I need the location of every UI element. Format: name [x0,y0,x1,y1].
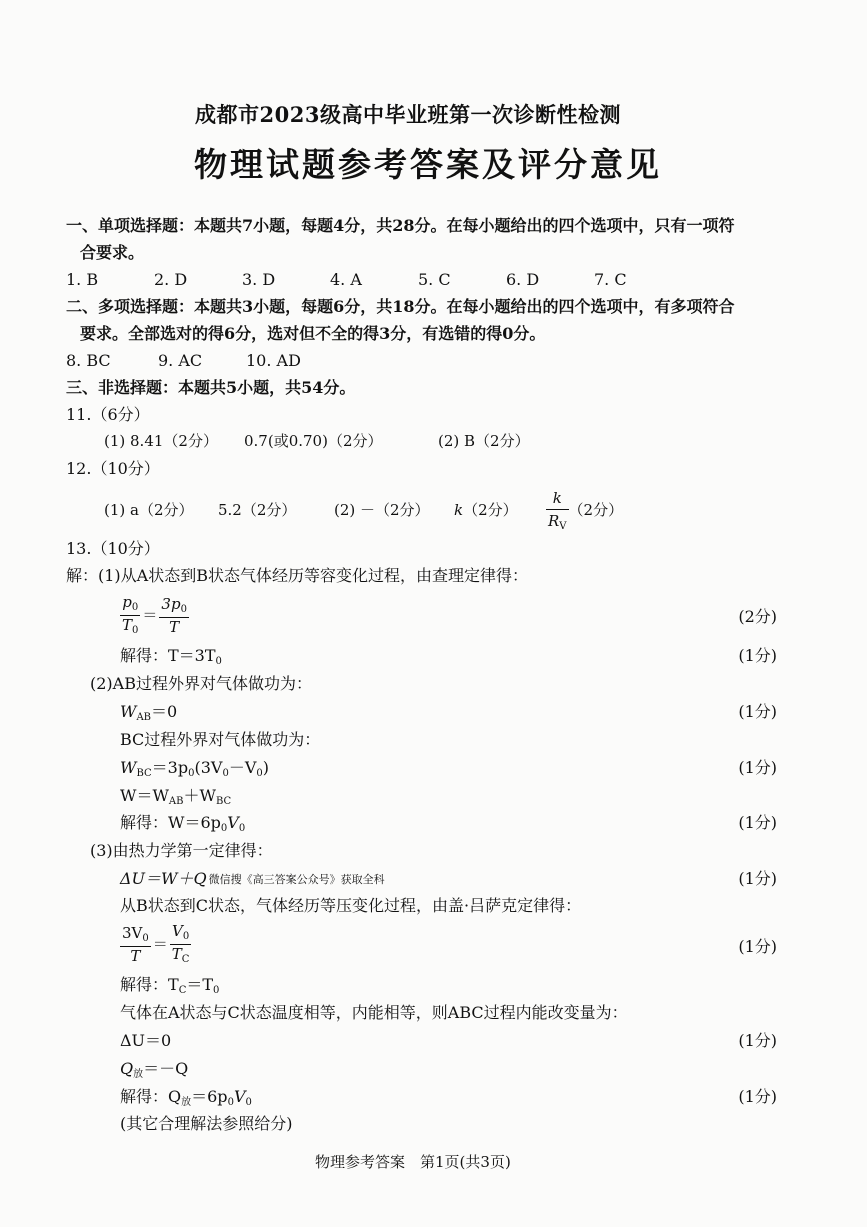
subscript: 0 [256,768,263,779]
symbol: V [233,1087,246,1106]
subscript: 0 [131,602,139,613]
page-footer: 物理参考答案 第1页(共3页) [315,1153,511,1171]
q12-answers [104,489,623,533]
answer-item: 2. D [154,270,188,289]
subscript: 0 [220,823,228,834]
text: ＝T [186,975,214,994]
symbol: 3p [161,594,181,613]
charles-law-equation: $\frac{p_0}{T_0}$ ＝ $\frac{3p_0}{T}$ [122,593,187,636]
score-points: (1分) [738,702,777,721]
subscript: 0 [227,1097,234,1108]
answer-item: 9. AC [158,351,203,370]
solution-line [120,1089,252,1108]
symbol: T [169,617,180,636]
text: 解得：W＝6p [120,813,221,832]
document-title: 物理试题参考答案及评分意见 [194,145,662,184]
q12-part: 5.2（2分） [218,501,297,519]
answer-item: 6. D [506,270,540,289]
subscript: BC [136,768,152,779]
first-law-equation [120,871,385,887]
answer-item: 7. C [594,270,627,289]
subscript: V [559,521,567,532]
document-subtitle: 成都市2023级高中毕业班第一次诊断性检测 [195,102,621,127]
subscript: 0 [182,931,190,942]
q13-label: 13.（10分） [66,539,160,558]
subscript: C [178,985,187,996]
q11-answers [104,434,530,449]
subscript: 0 [142,932,149,944]
symbol: Q [120,1059,134,1078]
subscript: 放 [133,1069,144,1080]
subscript: AB [136,712,152,723]
text: ) [262,758,269,777]
work-ab [120,704,177,723]
q12-part: (1) a（2分） [104,501,194,519]
symbol: V [172,922,183,940]
solution-line [120,648,222,667]
text: ＝6p [191,1087,228,1106]
section1-heading: 一、单项选择题：本题共7小题，每题4分，共28分。在每小题给出的四个选项中，只有一项符 [66,216,735,235]
watermark-text: 微信搜《高三答案公众号》获取全科 [208,873,385,886]
heat-released [120,1061,188,1080]
score-points: (1分) [738,646,777,665]
score-points: (1分) [738,1031,777,1050]
score-points: (1分) [738,758,777,777]
subscript: 0 [215,656,222,667]
q12-part: (2) －（2分） [334,501,430,519]
internal-energy-change: ΔU＝0 [120,1031,172,1050]
section3-heading: 三、非选择题：本题共5小题，共54分。 [66,378,356,397]
q12-label: 12.（10分） [66,459,160,478]
q12-points: （2分） [463,501,518,519]
text: ＝3p [151,758,189,777]
subscript: 0 [222,768,229,779]
subscript: AB [168,796,184,807]
answer-item: 10. AD [246,351,301,370]
q13-part3: (3)由热力学第一定律得： [90,841,273,860]
text: W＝W [120,786,169,805]
section2-heading-cont: 要求。全部选对的得6分，选对但不全的得3分，有选错的得0分。 [80,324,546,343]
subscript: 0 [245,1097,252,1108]
score-points: (1分) [738,813,777,832]
symbol: T [171,945,182,963]
symbol: V [227,813,239,832]
fraction-denominator: R [548,512,560,530]
q13-part3-c: 气体在A状态与C状态温度相等，内能相等，则ABC过程内能改变量为： [120,1003,628,1022]
q12-part [454,501,546,519]
fraction-numerator: k [546,489,569,510]
text: －V [228,758,257,777]
text: 解得：Q [120,1087,182,1106]
symbol: W [120,702,137,721]
work-sum [120,788,231,807]
symbol: T [122,616,133,634]
symbol: W [120,758,137,777]
q11-part: (2) B（2分） [438,432,530,450]
score-points: (2分) [738,607,777,626]
work-bc [120,760,269,779]
text: 解得：T [120,975,179,994]
symbol: T [130,946,141,965]
score-points: (1分) [738,869,777,888]
grading-note: (其它合理解法参照给分) [120,1114,293,1133]
text: ＝0 [151,702,178,721]
text: ΔU＝W＋Q [120,869,207,888]
section2-heading: 二、多项选择题：本题共3小题，每题6分，共18分。在每小题给出的四个选项中，有多项符合 [66,297,735,316]
q13-intro: 解：(1)从A状态到B状态气体经历等容变化过程，由查理定律得： [66,566,528,585]
q13-part2-bc: BC过程外界对气体做功为： [120,730,321,749]
q12-fraction [546,489,569,533]
text: (3V [194,758,223,777]
text: 解得：T＝3T [120,646,216,665]
answer-item: 5. C [418,270,451,289]
text: ＝－Q [143,1059,189,1078]
q13-part3-b: 从B状态到C状态，气体经历等压变化过程，由盖·吕萨克定律得： [120,896,582,915]
answer-item: 1. B [66,270,99,289]
q11-part: 0.7(或0.70)（2分） [244,432,383,450]
subscript: BC [215,796,232,807]
subscript: 0 [132,625,139,636]
score-points: (1分) [738,937,777,956]
symbol: 3V [122,923,143,942]
q11-part: (1) 8.41（2分） [104,432,218,450]
q12-k-symbol: k [454,501,464,519]
score-points: (1分) [738,1087,777,1106]
subscript: 放 [181,1097,192,1108]
subscript: 0 [180,603,187,615]
solution-line [120,815,245,834]
q12-points: （2分） [568,501,624,519]
section1-heading-cont: 合要求。 [80,243,145,262]
subscript: 0 [188,768,195,779]
answer-item: 3. D [242,270,276,289]
symbol: p [122,593,132,611]
subscript: 0 [213,985,220,996]
q13-part2: (2)AB过程外界对气体做功为： [90,674,312,693]
text: ＋W [183,786,216,805]
solution-line [120,977,219,996]
section1-answers [66,272,627,288]
answer-item: 4. A [330,270,362,289]
q11-label: 11.（6分） [66,405,150,424]
subscript: C [181,954,190,965]
gay-lussac-equation: $\frac{3V_0}{T}$ ＝ $\frac{V_0}{T_C}$ [122,922,190,965]
section2-answers [66,353,301,369]
subscript: 0 [238,823,246,834]
answer-item: 8. BC [66,351,111,370]
